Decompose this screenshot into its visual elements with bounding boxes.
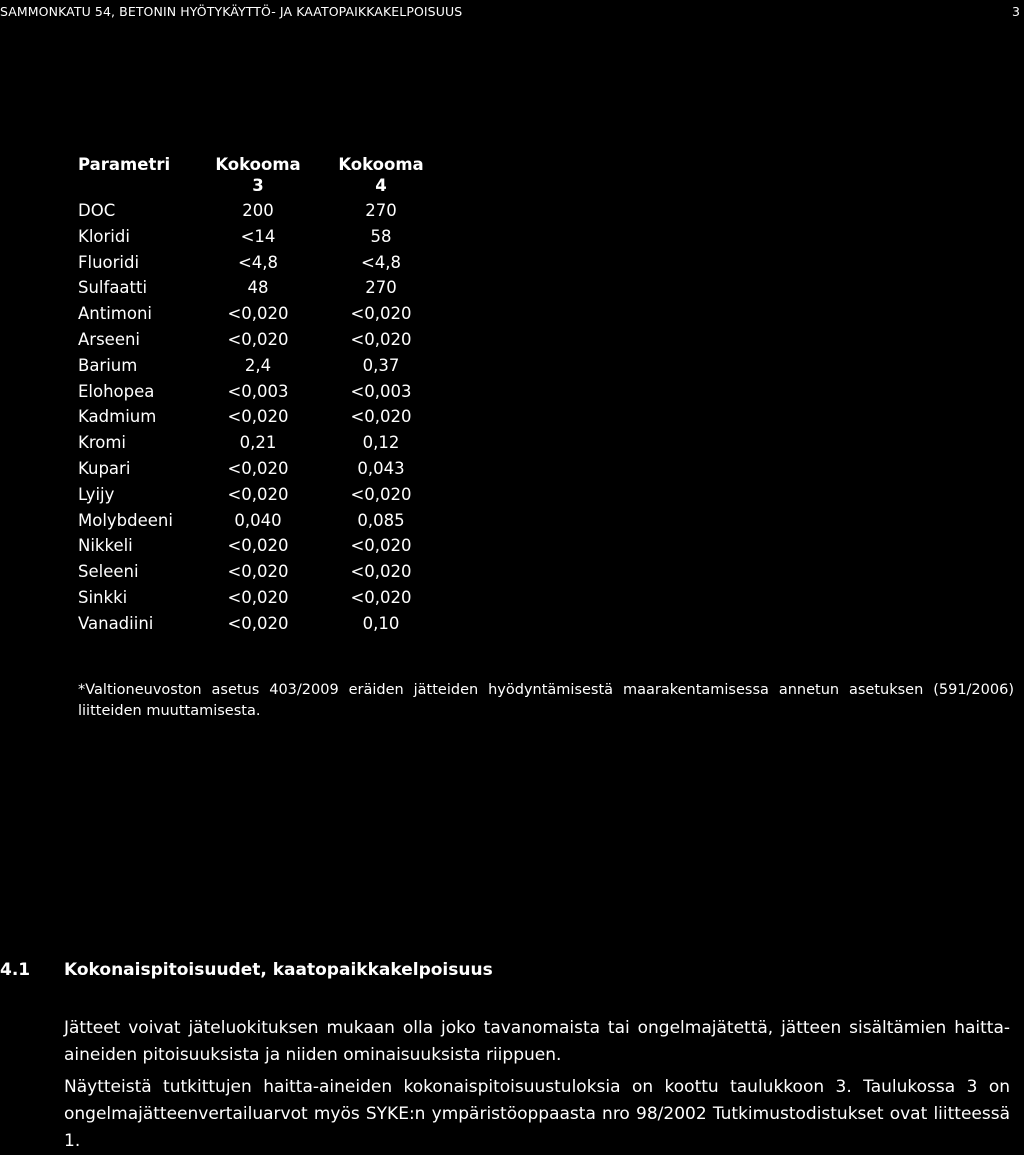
parameter-name-cell: Kupari (78, 458, 131, 478)
parameter-name-cell: Sinkki (78, 587, 128, 607)
value-cell: <0,020 (227, 562, 289, 582)
value-cell: <0,020 (350, 484, 412, 504)
footnote: *Valtioneuvoston asetus 403/2009 eräiden jätteiden hyödyntämisestä maarakentamisessa annetun asetuksen (591/2006) liitteiden muuttamisesta. (78, 682, 1014, 719)
document-title: SAMMONKATU 54, BETONIN HYÖTYKÄYTTÖ- JA KAATOPAIKKAKELPOISUUS (0, 4, 463, 19)
value-cell: <0,020 (227, 407, 289, 427)
table-row (78, 301, 452, 327)
table-row (78, 585, 452, 611)
parameter-name-cell: Arseeni (78, 329, 141, 349)
parameter-name-cell: Kloridi (78, 226, 130, 246)
value-cell: <4,8 (360, 252, 402, 272)
table-row (78, 275, 452, 301)
value-cell: <0,003 (227, 381, 289, 401)
parameter-name-cell: Nikkeli (78, 536, 133, 556)
value-cell: <0,020 (350, 536, 412, 556)
value-cell: 0,37 (362, 355, 400, 375)
value-cell: <14 (240, 226, 276, 246)
page-number: 3 (1011, 4, 1020, 19)
paragraph: Näytteistä tutkittujen haitta-aineiden kokonaispitoisuustuloksia on koottu taulukkoon 3. Taulukossa 3 on ongelmajätteenvertailuarvot myös SYKE:n ympäristöoppaasta nro 98/2002 Tutkimustodistukset ovat liitteessä 1. (64, 1077, 1010, 1151)
parameter-name-cell: Kromi (78, 433, 126, 453)
parameter-name-cell: Vanadiini (78, 613, 154, 633)
table-row (78, 456, 452, 482)
parameter-name-cell: Molybdeeni (78, 510, 173, 530)
value-cell: <0,020 (350, 304, 412, 324)
table-row (78, 250, 452, 276)
value-cell: 200 (242, 201, 274, 220)
value-cell: <0,020 (350, 329, 412, 349)
value-cell: <0,003 (350, 381, 412, 401)
table-row (78, 508, 452, 534)
table-row (78, 611, 452, 637)
value-cell: <0,020 (350, 407, 412, 427)
value-cell: <0,020 (227, 329, 289, 349)
table-row (78, 379, 452, 405)
table-row (78, 198, 452, 224)
parameter-name-cell: Kadmium (78, 407, 157, 427)
value-cell: 0,21 (239, 433, 277, 453)
table-row (78, 327, 452, 353)
parameter-name-cell: Seleeni (78, 562, 139, 582)
page-header (0, 4, 1024, 26)
paragraph: Jätteet voivat jäteluokituksen mukaan olla joko tavanomaista tai ongelmajätettä, jätteen sisältämien haitta-aineiden pitoisuuksista ja niiden ominaisuuksista riippuen. (64, 1018, 1010, 1065)
value-cell: <0,020 (350, 587, 412, 607)
parameter-name-cell: Antimoni (78, 304, 153, 324)
column-header-kokooma-3: Kokooma 3 (215, 155, 301, 195)
column-header-kokooma-4: Kokooma 4 (338, 155, 424, 195)
value-cell: <0,020 (227, 304, 289, 324)
table-row (78, 224, 452, 250)
value-cell: 0,085 (357, 510, 405, 530)
value-cell: 2,4 (244, 355, 272, 375)
value-cell: 0,12 (362, 433, 400, 453)
section-title: Kokonaispitoisuudet, kaatopaikkakelpoisuus (64, 960, 493, 980)
value-cell: 0,043 (357, 458, 405, 478)
value-cell: 0,10 (362, 613, 400, 633)
value-cell: <0,020 (227, 536, 289, 556)
value-cell: 270 (365, 201, 397, 220)
parameter-name-cell: Elohopea (78, 381, 155, 401)
value-cell: <4,8 (237, 252, 279, 272)
parameter-table (78, 154, 452, 637)
table-row (78, 353, 452, 379)
table-header-row (78, 154, 452, 198)
table-row (78, 430, 452, 456)
value-cell: 48 (247, 278, 269, 298)
section-number: 4.1 (0, 960, 31, 980)
table-row (78, 482, 452, 508)
table-row (78, 559, 452, 585)
parameter-name-cell: Barium (78, 355, 138, 375)
parameter-name-cell: Sulfaatti (78, 278, 148, 298)
value-cell: <0,020 (350, 562, 412, 582)
value-cell: 58 (370, 226, 392, 246)
value-cell: 270 (365, 278, 397, 298)
value-cell: <0,020 (227, 484, 289, 504)
parameter-name-cell: Fluoridi (78, 252, 140, 272)
parameter-name-cell: DOC (78, 201, 116, 220)
table-row (78, 533, 452, 559)
value-cell: 0,040 (234, 510, 282, 530)
table-body (78, 198, 452, 637)
table-row (78, 404, 452, 430)
column-header-parameter: Parametri (78, 155, 171, 174)
value-cell: <0,020 (227, 458, 289, 478)
parameter-name-cell: Lyijy (78, 484, 115, 504)
value-cell: <0,020 (227, 587, 289, 607)
value-cell: <0,020 (227, 613, 289, 633)
